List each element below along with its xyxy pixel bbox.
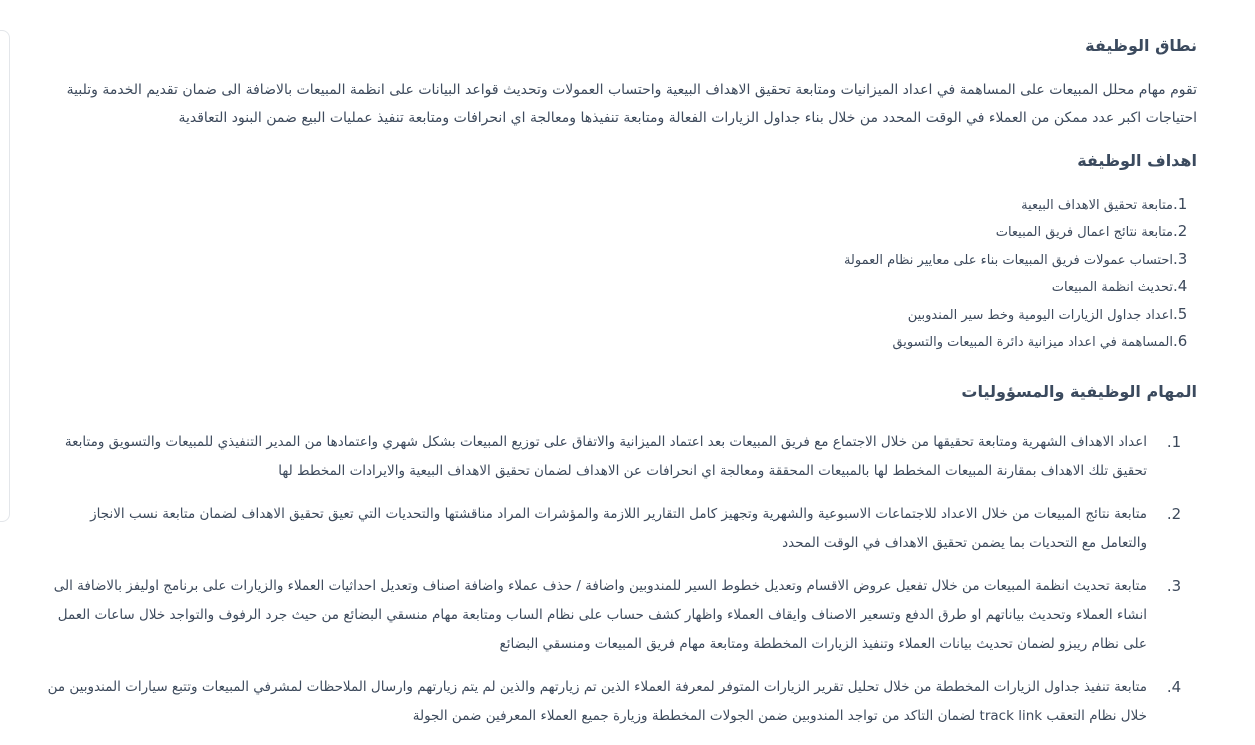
goal-number: 5. — [1173, 304, 1188, 323]
responsibility-text: متابعة نتائج المبيعات من خلال الاعداد للاجتماعات الاسبوعية والشهرية وتجهيز كامل التقارير اللازمة والمؤشرات المراد مناقشتها والتحديات التي تعيق تحقيق الاهداف لضمان متابعة نسب الانجاز والتعامل مع التحديات بما يضمن تحقيق الاهداف في الوقت المحدد — [90, 506, 1147, 551]
goal-text: المساهمة في اعداد ميزانية دائرة المبيعات والتسويق — [892, 334, 1173, 350]
goal-item — [844, 273, 1197, 300]
responsibility-item — [47, 500, 1197, 558]
goal-number: 4. — [1173, 277, 1188, 296]
responsibility-text: اعداد الاهداف الشهرية ومتابعة تحقيقها من خلال الاجتماع مع فريق المبيعات بعد اعتماد الميزانية والاتفاق على توزيع المبيعات بشكل شهري واعتمادها من المدير التنفيذي للمبيعات والتسويق ومتابعة تحقيق تلك الاهداف بمقارنة المبيعات المخطط لها بالمبيعات المحققة ومعالجة اي انحرافات عن الاهداف لضمان تحقيق الاهداف البيعية والايرادات المخطط لها — [64, 434, 1147, 479]
job-goals-heading: اهداف الوظيفة — [1077, 151, 1197, 170]
goal-item — [844, 301, 1197, 328]
responsibility-item — [47, 572, 1197, 659]
goal-item — [844, 191, 1197, 218]
goal-item — [844, 218, 1197, 245]
job-scope-text: تقوم مهام محلل المبيعات على المساهمة في اعداد الميزانيات ومتابعة تحقيق الاهداف البيعية واحتساب العمولات وتحديث قواعد البيانات على انظمة المبيعات بالاضافة الى ضمان تقديم الخدمة وتلبية احتياجات اكبر عدد ممكن من العملاء في الوقت المحدد من خلال بناء جداول الزيارات الفعالة ومتابعة تنفيذها ومعالجة اي انحرافات ومتابعة تنفيذ عمليات البيع ضمن البنود التعاقدية — [66, 82, 1197, 126]
goal-number: 1. — [1173, 195, 1188, 213]
goal-text: اعداد جداول الزيارات اليومية وخط سير المندوبين — [907, 307, 1173, 323]
responsibility-number: 2. — [1166, 505, 1182, 523]
job-goals-list — [844, 191, 1197, 355]
goal-number: 6. — [1173, 331, 1188, 350]
goal-number: 2. — [1173, 222, 1188, 241]
goal-text: تحديث انظمة المبيعات — [1051, 280, 1173, 296]
responsibilities-list — [47, 428, 1197, 745]
responsibility-number: 3. — [1166, 577, 1182, 595]
responsibility-text: متابعة تنفيذ جداول الزيارات المخططة من خلال تحليل تقرير الزيارات المتوفر لمعرفة العملاء الذين تم زيارتهم والذين لم يتم زيارتهم وارسال الملاحظات لمشرفي المبيعات وتتبع سيارات المندوبين من خلال نظام التعقب track link لضمان التاكد من تواجد المندوبين ضمن الجولات المخططة وزيارة جميع العملاء المعرفين ضمن الجولة — [47, 679, 1147, 724]
goal-item — [844, 246, 1197, 273]
goal-item — [844, 328, 1197, 355]
responsibility-item — [47, 673, 1197, 731]
responsibility-item — [47, 428, 1197, 486]
responsibilities-heading: المهام الوظيفية والمسؤوليات — [961, 382, 1197, 401]
side-panel-edge — [0, 30, 10, 522]
responsibility-number: 1. — [1166, 433, 1182, 451]
responsibility-number: 4. — [1166, 678, 1182, 696]
goal-number: 3. — [1173, 249, 1188, 268]
goal-text: احتساب عمولات فريق المبيعات بناء على معايير نظام العمولة — [843, 252, 1173, 268]
goal-text: متابعة نتائج اعمال فريق المبيعات — [995, 225, 1173, 241]
responsibility-text: متابعة تحديث انظمة المبيعات من خلال تفعيل عروض الاقسام وتعديل خطوط السير للمندوبين واضافة / حذف عملاء واضافة اصناف وتعديل احداثيات العملاء والزيارات على برنامج اوليفز بالاضافة الى انشاء العملاء وتحديث بياناتهم او طرق الدفع وتسعير الاصناف وايقاف العملاء واظهار كشف حساب على نظام الساب ومتابعة مهام منسقي البضائع من حيث جرد الرفوف والتواجد خلال ساعات العمل على نظام ريبزو لضمان تحديث بيانات العملاء وتنفيذ الزيارات المخططة ومتابعة مهام فريق المبيعات ومنسقي البضائع — [53, 578, 1147, 652]
goal-text: متابعة تحقيق الاهداف البيعية — [1021, 198, 1173, 213]
job-scope-heading: نطاق الوظيفة — [1085, 36, 1197, 55]
